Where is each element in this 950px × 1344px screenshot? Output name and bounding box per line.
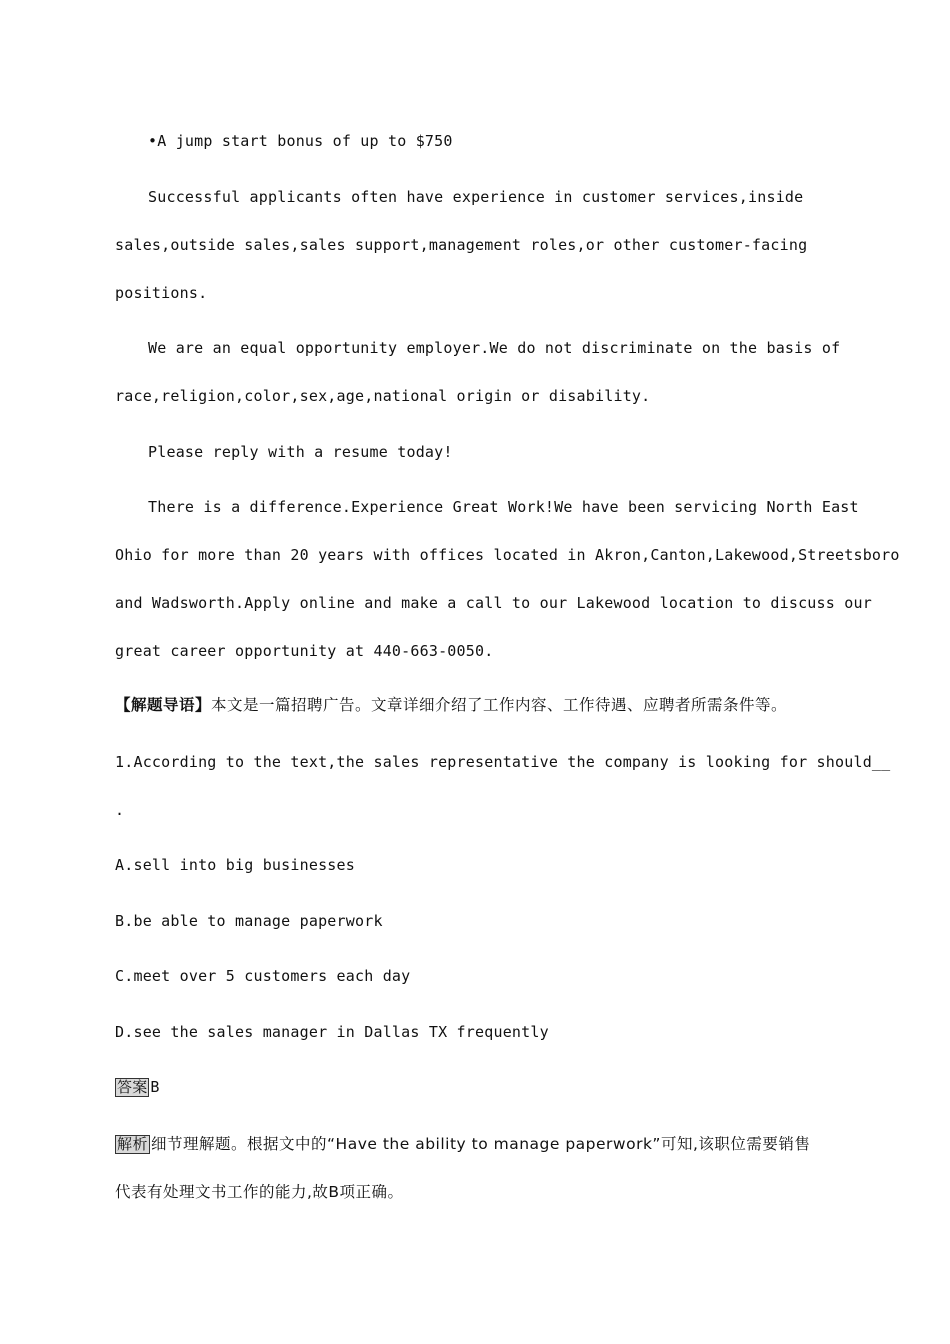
paragraph-applicants-line3: positions. — [115, 284, 208, 302]
answer-tag: 答案 — [117, 1078, 148, 1096]
paragraph-company-line2: Ohio for more than 20 years with offices located in Akron,Canton,Lakewood,Streetsboro — [115, 546, 900, 564]
paragraph-reply: Please reply with a resume today! — [148, 443, 453, 461]
guide-note — [115, 695, 787, 715]
guide-text: 本文是一篇招聘广告。文章详细介绍了工作内容、工作待遇、应聘者所需条件等。 — [211, 696, 788, 714]
analysis-line2: 代表有处理文书工作的能力,故B项正确。 — [115, 1183, 404, 1201]
analysis-line1 — [115, 1134, 810, 1154]
option-a: A.sell into big businesses — [115, 856, 355, 874]
paragraph-equal-opportunity-line2: race,religion,color,sex,age,national origin or disability. — [115, 387, 651, 405]
guide-label: 【解题导语】 — [115, 696, 212, 714]
question-stem: 1.According to the text,the sales representative the company is looking for should__ — [115, 753, 891, 771]
paragraph-company-line1: There is a difference.Experience Great Work!We have been servicing North East — [148, 498, 859, 516]
paragraph-applicants-line2: sales,outside sales,sales support,management roles,or other customer-facing — [115, 236, 808, 254]
analysis-text-line1: 细节理解题。根据文中的“Have the ability to manage paperwork”可知,该职位需要销售 — [151, 1135, 811, 1153]
answer-value: B — [150, 1078, 160, 1096]
analysis-tag: 解析 — [117, 1135, 149, 1153]
paragraph-company-line3: and Wadsworth.Apply online and make a call to our Lakewood location to discuss our — [115, 594, 872, 612]
paragraph-applicants-line1: Successful applicants often have experience in customer services,inside — [148, 188, 804, 206]
paragraph-company-line4: great career opportunity at 440-663-0050. — [115, 642, 494, 660]
paragraph-equal-opportunity-line1: We are an equal opportunity employer.We do not discriminate on the basis of — [148, 339, 841, 357]
option-b: B.be able to manage paperwork — [115, 912, 383, 930]
question-stem-end: . — [115, 801, 125, 819]
option-c: C.meet over 5 customers each day — [115, 967, 411, 985]
option-d: D.see the sales manager in Dallas TX frequently — [115, 1023, 549, 1041]
bullet-bonus: •A jump start bonus of up to $750 — [148, 132, 453, 150]
answer-row — [115, 1077, 160, 1097]
